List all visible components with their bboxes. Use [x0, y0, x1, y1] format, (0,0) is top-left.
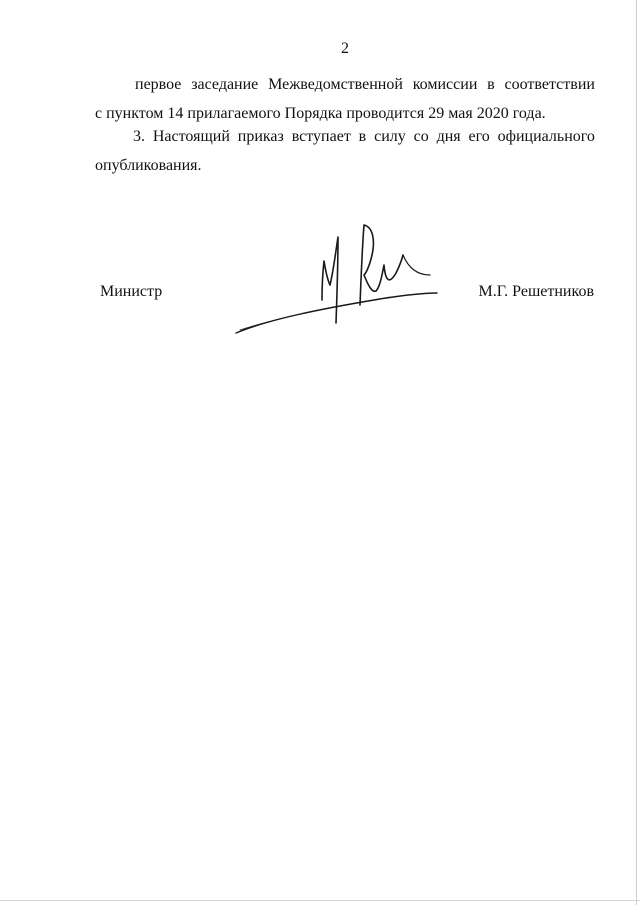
word: первое — [135, 76, 182, 93]
word: вступает — [291, 128, 351, 145]
word: его — [468, 128, 490, 145]
paragraph-item-3-line-1 — [95, 122, 595, 151]
page-number: 2 — [341, 40, 349, 57]
word: официального — [497, 128, 595, 145]
paragraph-meeting-line-2: с пунктом 14 прилагаемого Порядка проводится 29 мая 2020 года. — [95, 105, 546, 122]
word: заседание — [191, 76, 259, 93]
word: приказ — [237, 128, 284, 145]
word: дня — [436, 128, 461, 145]
page-edge-bottom — [0, 900, 640, 901]
paragraph-meeting-line-1 — [95, 70, 595, 99]
paragraph-item-3 — [95, 122, 595, 180]
word: со — [413, 128, 429, 145]
word: в — [487, 76, 495, 93]
paragraph-item-3-line-2: опубликования. — [95, 157, 202, 174]
signatory-role: Министр — [100, 283, 163, 300]
handwritten-signature — [230, 215, 445, 340]
word: Настоящий — [152, 128, 230, 145]
word: в — [358, 128, 367, 145]
signature-tail — [403, 255, 430, 275]
signatory-name: М.Г. Решетников — [478, 283, 594, 300]
signature-letter-r — [360, 225, 403, 305]
page-edge-right — [636, 0, 637, 905]
signature-letter-m — [322, 237, 338, 323]
item-number: 3. — [133, 128, 145, 145]
word: силу — [374, 128, 406, 145]
signature-swash-inner — [240, 297, 390, 330]
word: Межведомственной — [268, 76, 403, 93]
paragraph-meeting — [95, 70, 595, 128]
word: соответствии — [504, 76, 595, 93]
word: комиссии — [412, 76, 478, 93]
